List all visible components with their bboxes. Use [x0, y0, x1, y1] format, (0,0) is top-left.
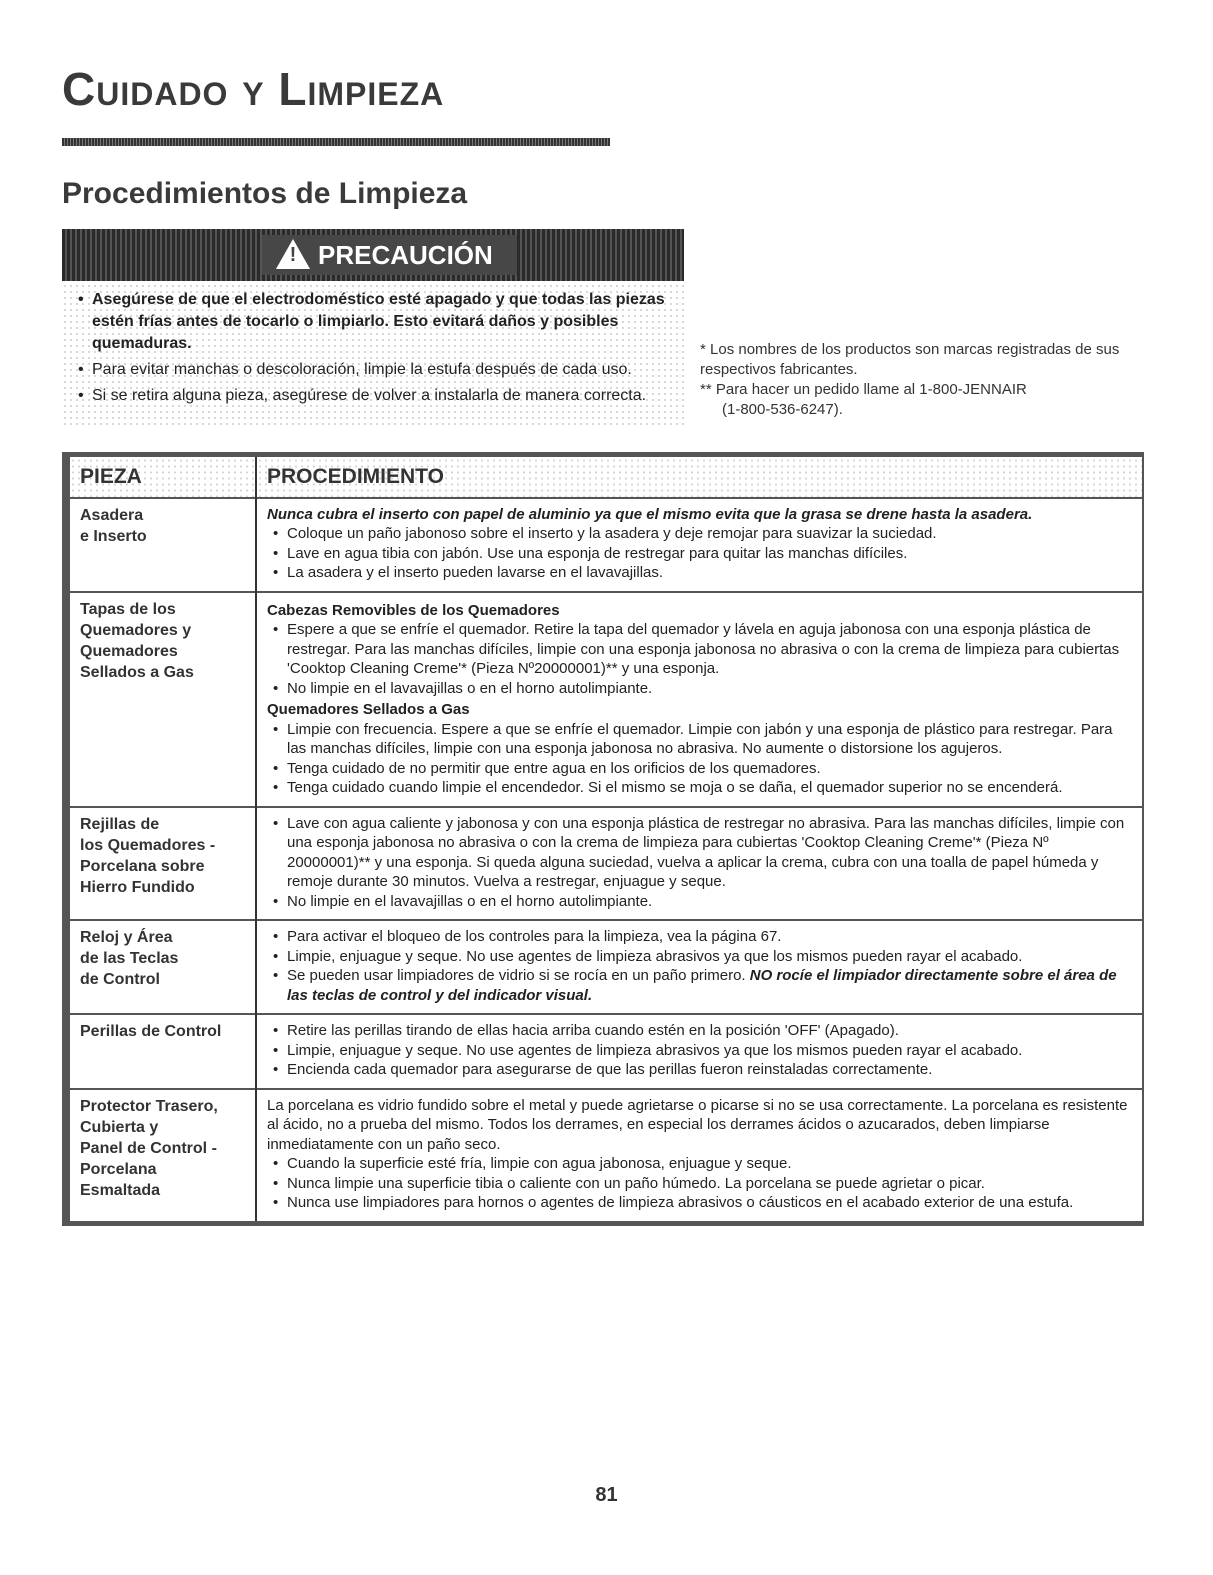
procedure-list [267, 524, 1132, 583]
procedure-subhead: Cabezas Removibles de los Quemadores [267, 601, 560, 619]
procedure-lead: Nunca cubra el inserto con papel de aluminio ya que el mismo evita que la grasa se drene hasta la asadera. [267, 505, 1033, 523]
procedure-list [267, 814, 1132, 912]
part-line: de las Teclas [80, 950, 179, 967]
list-item: • Cuando la superficie esté fría, limpie con agua jabonosa, enjuague y seque. [267, 1154, 1132, 1174]
part-cell [66, 920, 256, 1014]
part-cell [66, 498, 256, 592]
procedure-cell [256, 1014, 1143, 1089]
page-number: 81 [595, 1484, 618, 1506]
list-item: • Lave con agua caliente y jabonosa y con una esponja plástica de restregar no abrasiva. Para las manchas difíciles, limpie con una esponja jabonosa no abrasiva o con la crema de limpieza para cubiertas 'Cooktop Cleaning Creme'* (Pieza Nº 20000001)** y una esponja. Si queda alguna suciedad, vuelva a aplicar la crema, cubra con una toalla de papel húmeda y remoje durante 30 minutos. Vuelva a restregar, enjuague y seque. [267, 814, 1132, 892]
page-title: Cuidado y Limpieza [62, 63, 445, 115]
list-item: • Lave en agua tibia con jabón. Use una esponja de restregar para quitar las manchas difíciles. [267, 544, 1132, 564]
table-row [66, 498, 1143, 592]
warning-exclamation-icon: ! [289, 244, 297, 266]
procedure-cell [256, 592, 1143, 807]
list-item: • Retire las perillas tirando de ellas hacia arriba cuando estén en la posición 'OFF' (Apagado). [267, 1021, 1132, 1041]
list-item: • Tenga cuidado cuando limpie el encendedor. Si el mismo se moja o se daña, el quemador superior no se encenderá. [267, 778, 1132, 798]
list-item: • Coloque un paño jabonoso sobre el inserto y la asadera y deje remojar para suavizar la suciedad. [267, 524, 1132, 544]
caution-box [62, 229, 684, 429]
caution-label [262, 235, 517, 275]
table-row [66, 920, 1143, 1014]
list-item: • Espere a que se enfríe el quemador. Retire la tapa del quemador y lávela en aguja jabonosa con una esponja plástica de restregar. Para las manchas difíciles, limpie con una esponja jabonosa no abrasiva o con la crema de limpieza para cubiertas 'Cooktop Cleaning Creme'* (Pieza Nº20000001)** y una esponja. [267, 620, 1132, 679]
list-item: • Tenga cuidado de no permitir que entre agua en los orificios de los quemadores. [267, 759, 1132, 779]
part-cell [66, 807, 256, 921]
list-item: • Limpie, enjuague y seque. No use agentes de limpieza abrasivos ya que los mismos pueden rayar el acabado. [267, 947, 1132, 967]
part-line: Hierro Fundido [80, 878, 195, 896]
list-item: • No limpie en el lavavajillas o en el horno autolimpiante. [267, 892, 1132, 912]
part-line: Panel de Control - [80, 1139, 217, 1157]
list-item-text: Se pueden usar limpiadores de vidrio si se rocía en un paño primero. [287, 967, 750, 984]
list-item: • Limpie con frecuencia. Espere a que se enfríe el quemador. Limpie con jabón y una esponja de plástico para restregar. Para las manchas difíciles, limpie con una esponja jabonosa no abrasiva. No aumente o distorsione los agujeros. [267, 720, 1132, 759]
footnote-order: ** Para hacer un pedido llame al 1-800-JENNAIR [700, 381, 1027, 398]
table-header-row [66, 455, 1143, 498]
table-row [66, 807, 1143, 921]
footnotes [700, 340, 1160, 420]
part-line: de Control [80, 971, 160, 988]
list-item: • No limpie en el lavavajillas o en el horno autolimpiante. [267, 679, 1132, 699]
procedure-list [267, 1154, 1132, 1213]
part-cell [66, 1014, 256, 1089]
caution-label-text: PRECAUCIÓN [318, 240, 493, 270]
title-rule [62, 138, 610, 146]
procedure-cell [256, 1089, 1143, 1224]
list-item: • Nunca limpie una superficie tibia o caliente con un paño húmedo. La porcelana se puede agrietar o picar. [267, 1174, 1132, 1194]
procedure-cell [256, 920, 1143, 1014]
footnote-trademarks: * Los nombres de los productos son marcas registradas de sus respectivos fabricantes. [700, 341, 1120, 378]
list-item [267, 966, 1132, 1005]
section-title: Procedimientos de Limpieza [62, 177, 468, 210]
list-item-emphasis: NO rocíe el limpiador directamente sobre el área de las teclas de control y del indicador visual. [287, 967, 1117, 1004]
part-line: Rejillas de [80, 815, 160, 833]
header-part: PIEZA [66, 455, 256, 498]
part-line: Porcelana sobre [80, 857, 205, 875]
part-line: Asadera [80, 506, 144, 524]
caution-list [76, 289, 676, 411]
procedure-list [267, 927, 1132, 1005]
table-row [66, 592, 1143, 807]
procedure-list [267, 620, 1132, 698]
procedure-intro: La porcelana es vidrio fundido sobre el metal y puede agrietarse o picarse si no se usa correctamente. La porcelana es resistente al ácido, no a prueba del mismo. Todos los derrames, en especial los derrames ácidos o azucarados, deben limpiarse inmediatamente con un paño seco. [267, 1096, 1128, 1153]
procedure-list [267, 720, 1132, 798]
header-procedure: PROCEDIMIENTO [256, 455, 1143, 498]
footnote-phone: (1-800-536-6247). [722, 401, 843, 418]
procedure-cell [256, 807, 1143, 921]
part-line: Quemadores y [80, 621, 192, 639]
part-line: Quemadores [80, 642, 178, 660]
part-line: Perillas de Control [80, 1023, 222, 1040]
part-line: Esmaltada [80, 1181, 161, 1199]
list-item: • Para activar el bloqueo de los controles para la limpieza, vea la página 67. [267, 927, 1132, 947]
part-cell [66, 592, 256, 807]
list-item: • Limpie, enjuague y seque. No use agentes de limpieza abrasivos ya que los mismos pueden rayar el acabado. [267, 1041, 1132, 1061]
part-line: Sellados a Gas [80, 663, 194, 681]
part-line: e Inserto [80, 527, 147, 545]
list-item: • Encienda cada quemador para asegurarse de que las perillas fueron reinstaladas correctamente. [267, 1060, 1132, 1080]
table-row [66, 1014, 1143, 1089]
part-cell [66, 1089, 256, 1224]
caution-item: • Si se retira alguna pieza, asegúrese de volver a instalarla de manera correcta. [76, 385, 676, 407]
part-line: los Quemadores - [80, 836, 216, 854]
list-item: • Nunca use limpiadores para hornos o agentes de limpieza abrasivos o cáusticos en el acabado exterior de una estufa. [267, 1193, 1132, 1213]
procedure-cell [256, 498, 1143, 592]
procedure-list [267, 1021, 1132, 1080]
part-line: Cubierta y [80, 1118, 159, 1136]
caution-item: • Asegúrese de que el electrodoméstico esté apagado y que todas las piezas estén frías antes de tocarlo o limpiarlo. Esto evitará daños y posibles quemaduras. [76, 289, 676, 355]
procedure-subhead: Quemadores Sellados a Gas [267, 701, 470, 718]
part-line: Reloj y Área [80, 929, 173, 946]
caution-banner [62, 229, 684, 281]
part-line: Porcelana [80, 1160, 157, 1178]
part-line: Protector Trasero, [80, 1097, 218, 1115]
part-line: Tapas de los [80, 600, 176, 618]
caution-item: • Para evitar manchas o descoloración, limpie la estufa después de cada uso. [76, 359, 676, 381]
table-row [66, 1089, 1143, 1224]
cleaning-table [62, 452, 1144, 1226]
list-item: • La asadera y el inserto pueden lavarse en el lavavajillas. [267, 563, 1132, 583]
